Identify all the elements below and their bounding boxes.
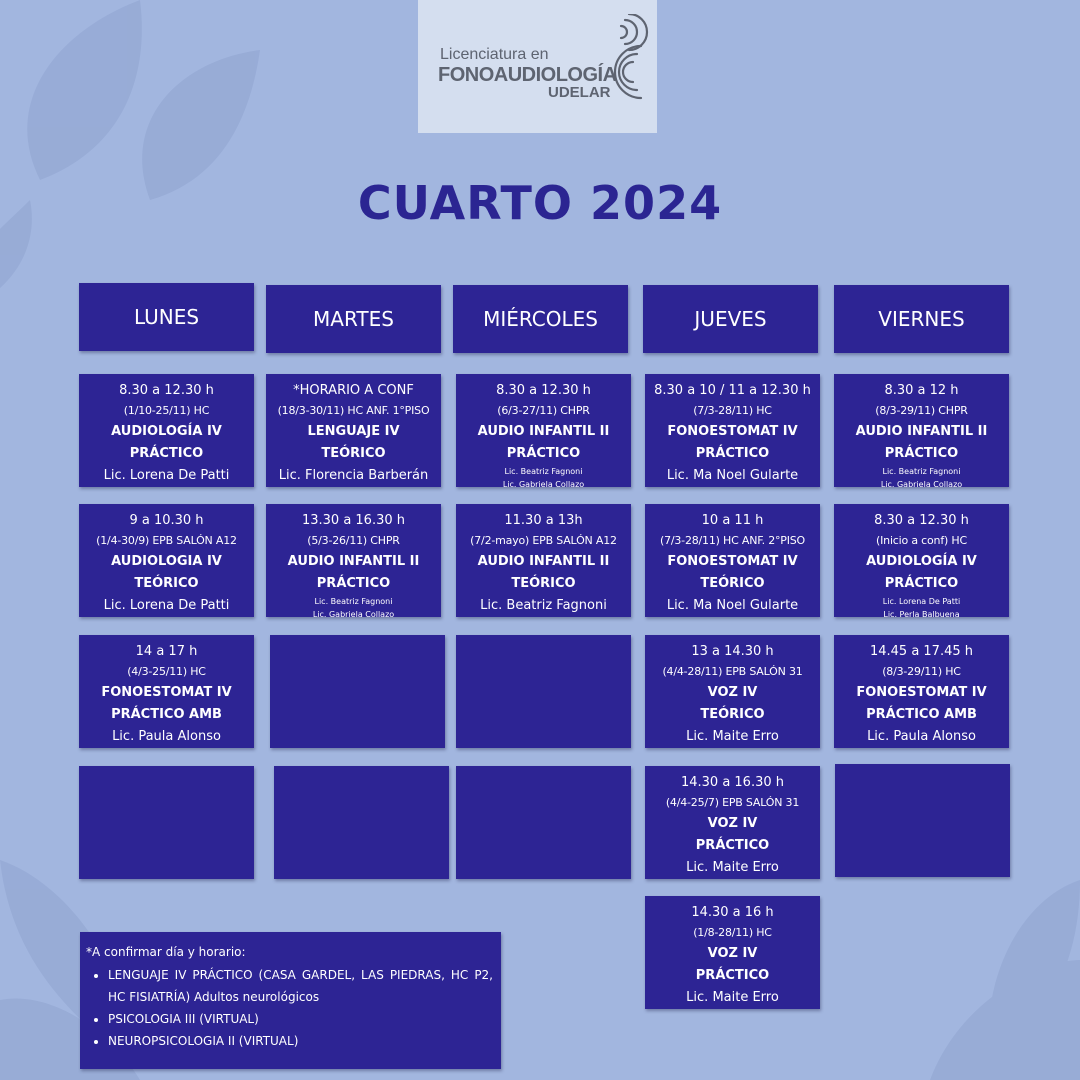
class-time: 14.45 a 17.45 h: [869, 644, 974, 659]
empty-slot: [835, 764, 1010, 877]
class-type: TEÓRICO: [511, 576, 576, 591]
class-teacher: Lic. Gabriela Collazo: [312, 610, 395, 617]
class-info: (8/3-29/11) CHPR: [875, 404, 968, 417]
note-item: • NEUROPSICOLOGIA II (VIRTUAL): [108, 1030, 493, 1052]
class-type: TEÓRICO: [134, 576, 199, 591]
note-item: • PSICOLOGIA III (VIRTUAL): [108, 1008, 493, 1030]
class-time: 11.30 a 13h: [504, 513, 583, 528]
class-card: [834, 374, 1009, 487]
class-card: [79, 635, 254, 748]
note-item: • LENGUAJE IV PRÁCTICO (CASA GARDEL, LAS PIEDRAS, HC P2, HC FISIATRÍA) Adultos neurológicos: [108, 964, 493, 1008]
class-info: (7/2-mayo) EPB SALÓN A12: [470, 534, 617, 547]
class-time: 8.30 a 12.30 h: [119, 383, 214, 398]
class-type: PRÁCTICO: [316, 576, 391, 591]
empty-slot: [79, 766, 254, 879]
class-course: AUDIO INFANTIL II: [855, 424, 988, 439]
pending-schedule-note: [80, 932, 501, 1069]
class-info: (Inicio a conf) HC: [876, 534, 967, 547]
logo-line3: UDELAR: [548, 84, 611, 101]
class-teacher: Lic. Gabriela Collazo: [880, 480, 963, 487]
class-info: (18/3-30/11) HC ANF. 1°PISO: [277, 404, 430, 417]
class-card: [645, 896, 820, 1009]
class-card: [645, 635, 820, 748]
class-type: PRÁCTICO AMB: [111, 707, 222, 722]
class-info: (7/3-28/11) HC: [693, 404, 772, 417]
class-type: PRÁCTICO: [884, 446, 959, 461]
class-time: 8.30 a 10 / 11 a 12.30 h: [654, 383, 811, 398]
empty-slot: [270, 635, 445, 748]
class-teacher: Lic. Lorena De Patti: [103, 468, 230, 483]
class-card: [645, 504, 820, 617]
logo: [418, 0, 657, 133]
day-header-viernes: VIERNES: [834, 285, 1009, 353]
class-teacher: Lic. Beatriz Fagnoni: [882, 467, 961, 476]
class-course: VOZ IV: [707, 685, 758, 700]
class-type: PRÁCTICO: [129, 446, 204, 461]
class-info: (6/3-27/11) CHPR: [497, 404, 590, 417]
class-time: 13.30 a 16.30 h: [301, 513, 406, 528]
class-time: 14.30 a 16 h: [691, 905, 774, 920]
class-card: [79, 504, 254, 617]
class-card: [266, 374, 441, 487]
class-course: AUDIOLOGÍA IV: [866, 554, 977, 569]
class-info: (4/3-25/11) HC: [127, 665, 206, 678]
class-teacher: Lic. Maite Erro: [686, 860, 779, 875]
class-teacher: Lic. Lorena De Patti: [103, 598, 230, 613]
day-header-miercoles: MIÉRCOLES: [453, 285, 628, 353]
class-course: FONOESTOMAT IV: [856, 685, 987, 700]
day-header-lunes: LUNES: [79, 283, 254, 351]
class-time: 14 a 17 h: [135, 644, 198, 659]
class-course: FONOESTOMAT IV: [667, 554, 798, 569]
class-time: 13 a 14.30 h: [691, 644, 774, 659]
logo-line1: Licenciatura en: [440, 46, 549, 63]
class-time: 8.30 a 12.30 h: [874, 513, 969, 528]
class-teacher: Lic. Perla Balbuena: [883, 610, 960, 617]
day-header-martes: MARTES: [266, 285, 441, 353]
class-teacher: Lic. Paula Alonso: [867, 729, 976, 744]
class-card: [266, 504, 441, 617]
day-header-jueves: JUEVES: [643, 285, 818, 353]
class-teacher: Lic. Beatriz Fagnoni: [504, 467, 583, 476]
sound-waves-icon: [603, 14, 653, 104]
class-time: 10 a 11 h: [701, 513, 764, 528]
note-list: [86, 964, 493, 1052]
class-course: AUDIOLOGIA IV: [111, 554, 222, 569]
class-type: PRÁCTICO: [695, 838, 770, 853]
class-teacher: Lic. Florencia Barberán: [278, 468, 429, 483]
class-teacher: Lic. Beatriz Fagnoni: [480, 598, 607, 613]
class-course: FONOESTOMAT IV: [101, 685, 232, 700]
class-info: (8/3-29/11) HC: [882, 665, 961, 678]
class-time: 8.30 a 12.30 h: [496, 383, 591, 398]
class-card: [645, 766, 820, 879]
class-type: PRÁCTICO AMB: [866, 707, 977, 722]
class-teacher: Lic. Maite Erro: [686, 729, 779, 744]
class-type: TEÓRICO: [700, 707, 765, 722]
class-type: TEÓRICO: [700, 576, 765, 591]
page-title: CUARTO 2024: [357, 176, 723, 230]
class-card: [645, 374, 820, 487]
class-course: AUDIO INFANTIL II: [477, 554, 610, 569]
class-type: PRÁCTICO: [884, 576, 959, 591]
class-type: PRÁCTICO: [506, 446, 581, 461]
class-course: AUDIOLOGÍA IV: [111, 424, 222, 439]
class-time: 9 a 10.30 h: [129, 513, 204, 528]
class-teacher: Lic. Lorena De Patti: [882, 597, 961, 606]
class-info: (5/3-26/11) CHPR: [307, 534, 400, 547]
class-type: PRÁCTICO: [695, 968, 770, 983]
class-teacher: Lic. Ma Noel Gularte: [666, 598, 799, 613]
class-card: [834, 635, 1009, 748]
class-teacher: Lic. Beatriz Fagnoni: [314, 597, 393, 606]
class-course: FONOESTOMAT IV: [667, 424, 798, 439]
empty-slot: [274, 766, 449, 879]
class-course: VOZ IV: [707, 946, 758, 961]
logo-line2: FONOAUDIOLOGÍA: [438, 64, 617, 86]
class-teacher: Lic. Paula Alonso: [112, 729, 221, 744]
class-type: TEÓRICO: [321, 446, 386, 461]
empty-slot: [456, 766, 631, 879]
class-info: (4/4-25/7) EPB SALÓN 31: [665, 796, 800, 809]
note-heading: *A confirmar día y horario:: [86, 945, 246, 959]
class-card: [79, 374, 254, 487]
class-type: PRÁCTICO: [695, 446, 770, 461]
class-time: 14.30 a 16.30 h: [680, 775, 785, 790]
class-info: (1/8-28/11) HC: [693, 926, 772, 939]
class-course: LENGUAJE IV: [307, 424, 400, 439]
class-card: [456, 374, 631, 487]
class-time: 8.30 a 12 h: [884, 383, 959, 398]
empty-slot: [456, 635, 631, 748]
class-time: *HORARIO A CONF: [293, 383, 414, 398]
class-card: [456, 504, 631, 617]
class-info: (1/10-25/11) HC: [123, 404, 210, 417]
class-teacher: Lic. Gabriela Collazo: [502, 480, 585, 487]
class-info: (4/4-28/11) EPB SALÓN 31: [662, 665, 803, 678]
class-teacher: Lic. Maite Erro: [686, 990, 779, 1005]
class-info: (1/4-30/9) EPB SALÓN A12: [96, 534, 237, 547]
class-card: [834, 504, 1009, 617]
class-course: VOZ IV: [707, 816, 758, 831]
class-course: AUDIO INFANTIL II: [477, 424, 610, 439]
class-teacher: Lic. Ma Noel Gularte: [666, 468, 799, 483]
class-course: AUDIO INFANTIL II: [287, 554, 420, 569]
class-info: (7/3-28/11) HC ANF. 2°PISO: [659, 534, 806, 547]
